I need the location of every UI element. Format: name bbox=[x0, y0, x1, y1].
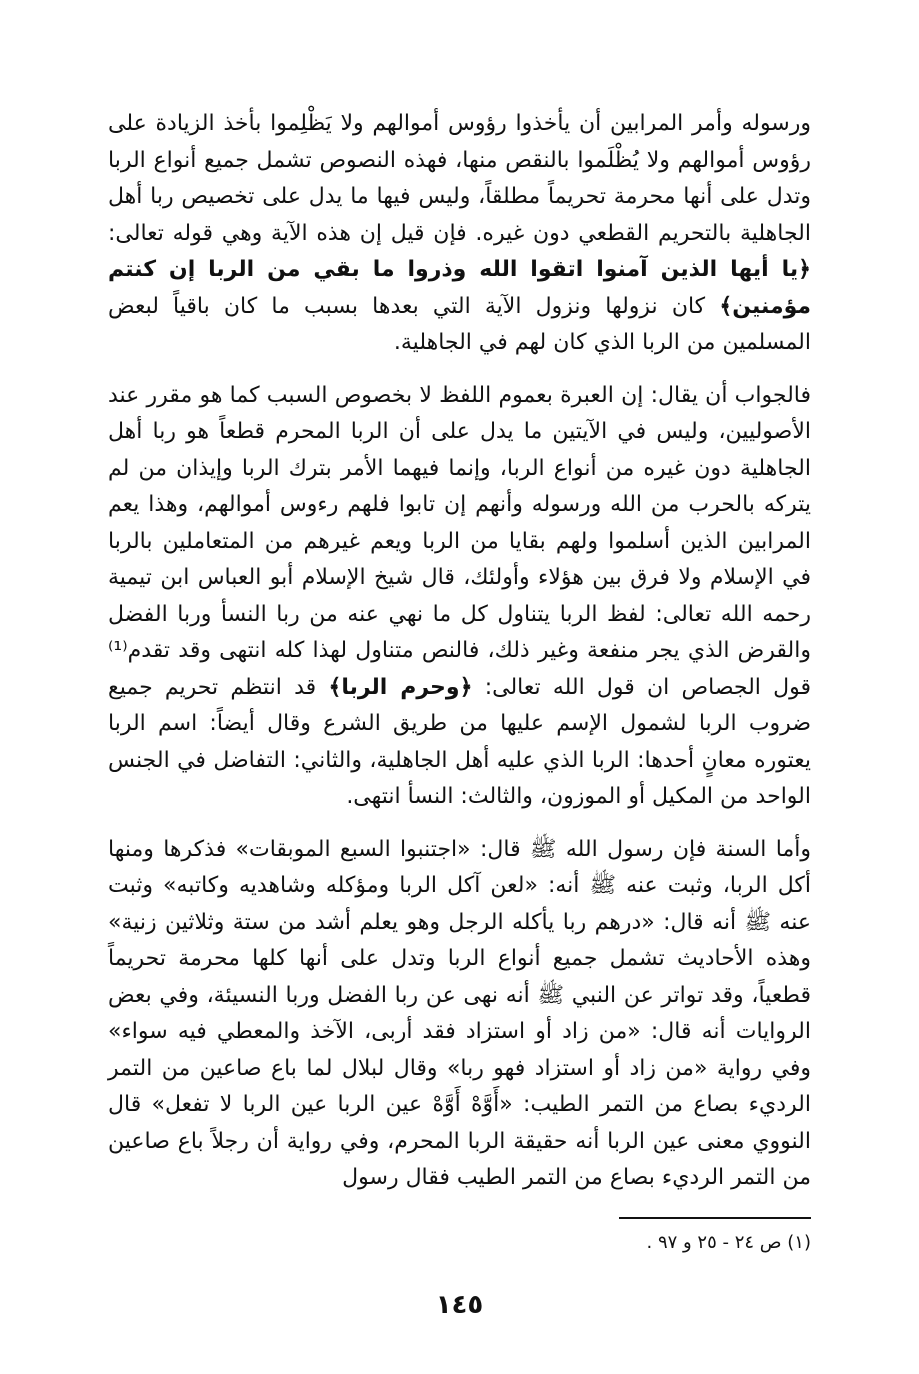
paragraph-1-text-a: ورسوله وأمر المرابين أن يأخذوا رؤوس أموالهم ولا يَظْلِموا بأخذ الزيادة على رؤوس أموالهم ولا يُظْلَموا بالنقص منها، فهذه النصوص تشمل جميع أنواع الربا وتدل على أنها محرمة تحريماً مطلقاً، وليس فيها ما يدل على تخصيص ربا أهل الجاهلية بالتحريم القطعي دون غيره. فإن قيل إن هذه الآية وهي قوله تعالى: bbox=[108, 111, 811, 246]
paragraph-2 bbox=[108, 378, 811, 816]
paragraph-1-text-b: كان نزولها ونزول الآية التي بعدها بسبب ما كان باقياً لبعض المسلمين من الربا الذي كان لهم في الجاهلية. bbox=[108, 293, 811, 355]
paragraph-2-text-a: فالجواب أن يقال: إن العبرة بعموم اللفظ لا بخصوص السبب كما هو مقرر عند الأصوليين، وليس في الآيتين ما يدل على أن الربا المحرم قطعاً هو ربا أهل الجاهلية دون غيره من أنواع الربا، وإنما فيهما الأمر بترك الربا وإيذان من لم يتركه بالحرب من الله ورسوله وأنهم إن تابوا فلهم رءوس أموالهم، وهذا يعم المرابين الذين أسلموا ولهم بقايا من الربا ويعم غيرهم من المتعاملين بالربا في الإسلام ولا فرق بين هؤلاء وأولئك، قال شيخ الإسلام أبو العباس ابن تيمية رحمه الله تعالى: لفظ الربا يتناول كل ما نهي عنه من ربا النسأ وربا الفضل والقرض الذي يجر منفعة وغير ذلك، فالنص متناول لهذا كله انتهى وقد تقدم⁽¹⁾ قول الجصاص ان قول الله تعالى: bbox=[108, 382, 812, 700]
main-text bbox=[108, 106, 811, 1197]
paragraph-2-text-b: قد انتظم تحريم جميع ضروب الربا لشمول الإسم عليها من طريق الشرع وقال أيضاً: اسم الربا يعتوره معانٍ أحدها: الربا الذي عليه أهل الجاهلية، والثاني: التفاضل في الجنس الواحد من المكيل أو الموزون، والثالث: النسأ انتهى. bbox=[108, 674, 811, 809]
paragraph-3 bbox=[108, 832, 811, 1197]
page-number: ١٤٥ bbox=[435, 1290, 484, 1320]
quran-verse-2: ﴿وحرم الربا﴾ bbox=[328, 674, 473, 700]
paragraph-1 bbox=[108, 106, 811, 362]
footnote-divider bbox=[619, 1217, 811, 1219]
footnote: (١) ص ٢٤ - ٢٥ و ٩٧ . bbox=[646, 1232, 811, 1253]
paragraph-3-text-a: وأما السنة فإن رسول الله ﷺ قال: «اجتنبوا السبع الموبقات» فذكرها ومنها أكل الربا، وثبت عنه ﷺ أنه: «لعن آكل الربا ومؤكله وشاهديه وكاتبه» وثبت عنه ﷺ أنه قال: «درهم ربا يأكله الرجل وهو يعلم أشد من ستة وثلاثين زنية» وهذه الأحاديث تشمل جميع أنواع الربا وتدل على أنها كلها محرمة تحريماً قطعياً، وقد تواتر عن النبي ﷺ أنه نهى عن ربا الفضل وربا النسيئة، وفي بعض الروايات أنه قال: «من زاد أو استزاد فقد أربى، الآخذ والمعطي فيه سواء» وفي رواية «من زاد أو استزاد فهو ربا» وقال لبلال لما باع صاعين من التمر الرديء بصاع من التمر الطيب: «أَوَّهْ أَوَّهْ عين الربا عين الربا لا تفعل» قال النووي معنى عين الربا أنه حقيقة الربا المحرم، وفي رواية أن رجلاً باع صاعين من التمر الرديء بصاع من التمر الطيب فقال رسول bbox=[108, 836, 811, 1190]
quran-verse-1: ﴿يا أيها الذين آمنوا اتقوا الله وذروا ما بقي من الربا إن كنتم مؤمنين﴾ bbox=[108, 257, 811, 319]
